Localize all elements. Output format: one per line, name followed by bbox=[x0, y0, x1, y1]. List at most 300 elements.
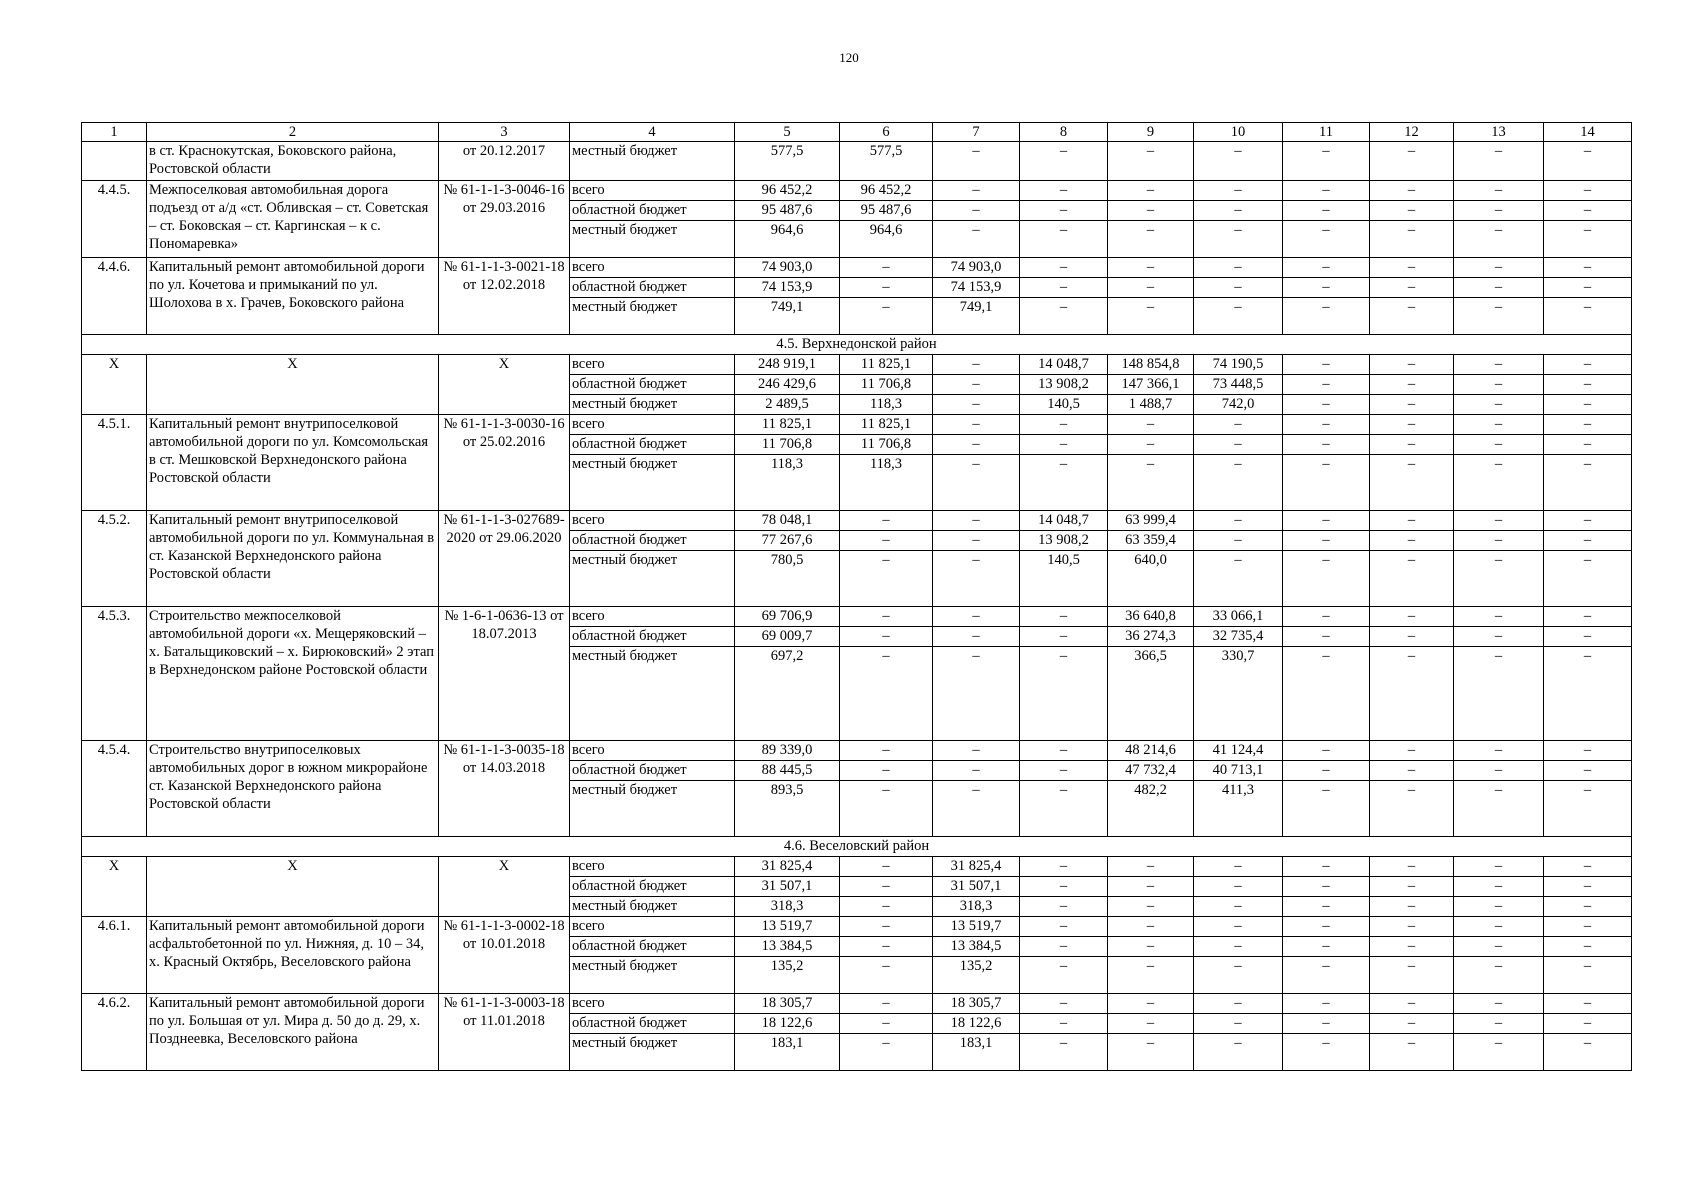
value-cell: – bbox=[1544, 857, 1631, 877]
value-cell: – bbox=[840, 627, 932, 647]
value-cell: – bbox=[1146, 299, 1155, 315]
funding-source-label: местный бюджет bbox=[572, 958, 678, 974]
value-cell: – bbox=[1370, 627, 1453, 647]
value-cell: – bbox=[1370, 877, 1453, 897]
value-col-13 bbox=[1454, 181, 1544, 258]
value-cell: 318,3 bbox=[770, 898, 804, 914]
value-cell: – bbox=[1494, 898, 1503, 914]
value-cell: – bbox=[1234, 958, 1242, 974]
value-cell: – bbox=[1544, 741, 1631, 761]
value-cell: – bbox=[1020, 181, 1107, 201]
value-col-8 bbox=[1020, 741, 1108, 837]
value-col-9 bbox=[1108, 142, 1194, 181]
value-cell: 742,0 bbox=[1221, 396, 1255, 412]
value-cell: – bbox=[1544, 627, 1631, 647]
value-col-7 bbox=[933, 142, 1020, 181]
value-col-12 bbox=[1370, 415, 1454, 511]
value-cell: – bbox=[1108, 1014, 1193, 1034]
value-cell: – bbox=[1059, 222, 1068, 238]
document-ref: № 61-1-1-3-0030-16 от 25.02.2016 bbox=[439, 415, 570, 511]
value-cell: 135,2 bbox=[770, 958, 804, 974]
value-cell: 14 048,7 bbox=[1020, 511, 1107, 531]
value-col-10 bbox=[1194, 857, 1283, 917]
value-cell: – bbox=[1370, 511, 1453, 531]
value-cell: – bbox=[1454, 258, 1543, 278]
value-col-7 bbox=[933, 181, 1020, 258]
value-cell: – bbox=[1454, 531, 1543, 551]
value-cell: – bbox=[840, 857, 932, 877]
value-cell: 780,5 bbox=[770, 552, 804, 568]
value-cell: – bbox=[1544, 201, 1631, 221]
value-cell: – bbox=[1146, 143, 1155, 159]
value-cell: – bbox=[1370, 258, 1453, 278]
budget-table bbox=[81, 122, 1632, 1071]
value-cell: 140,5 bbox=[1047, 396, 1080, 412]
value-cell: – bbox=[1020, 857, 1107, 877]
value-cell: 318,3 bbox=[959, 898, 993, 914]
value-col-12 bbox=[1370, 511, 1454, 607]
value-cell: – bbox=[1194, 435, 1282, 455]
funding-source-label: областной бюджет bbox=[570, 435, 734, 455]
value-col-9 bbox=[1108, 994, 1194, 1071]
funding-source bbox=[570, 511, 735, 607]
value-cell: – bbox=[1407, 396, 1416, 412]
funding-source-label: местный бюджет bbox=[572, 898, 678, 914]
value-col-9 bbox=[1108, 415, 1194, 511]
table-row bbox=[82, 917, 1632, 994]
value-cell: – bbox=[1544, 355, 1631, 375]
funding-source-label: всего bbox=[570, 857, 734, 877]
value-cell: – bbox=[933, 415, 1019, 435]
value-cell: 411,3 bbox=[1221, 782, 1255, 798]
value-cell: – bbox=[1370, 181, 1453, 201]
value-cell: – bbox=[840, 761, 932, 781]
value-cell: 11 706,8 bbox=[840, 435, 932, 455]
value-col-5 bbox=[735, 607, 840, 741]
object-name: Капитальный ремонт автомобильной дороги асфальтобетонной по ул. Нижняя, д. 10 – 34, х. Красный Октябрь, Веселовского района bbox=[147, 917, 439, 994]
value-cell: – bbox=[972, 222, 980, 238]
value-cell: – bbox=[1370, 857, 1453, 877]
value-cell: – bbox=[1283, 375, 1369, 395]
value-cell: – bbox=[1370, 937, 1453, 957]
funding-source-label: областной бюджет bbox=[570, 627, 734, 647]
value-cell: – bbox=[1454, 435, 1543, 455]
value-cell: – bbox=[1544, 761, 1631, 781]
funding-source bbox=[570, 857, 735, 917]
value-cell: – bbox=[1194, 994, 1282, 1014]
value-cell: – bbox=[1407, 143, 1416, 159]
value-col-13 bbox=[1454, 415, 1544, 511]
value-cell: – bbox=[972, 456, 980, 472]
value-cell: – bbox=[882, 1035, 890, 1051]
value-cell: – bbox=[1370, 278, 1453, 298]
value-col-13 bbox=[1454, 994, 1544, 1071]
section-row bbox=[82, 837, 1632, 857]
value-cell: – bbox=[933, 511, 1019, 531]
value-col-6 bbox=[840, 355, 933, 415]
value-cell: – bbox=[1494, 143, 1503, 159]
value-cell: – bbox=[972, 396, 980, 412]
value-cell: – bbox=[882, 958, 890, 974]
value-cell: 14 048,7 bbox=[1020, 355, 1107, 375]
value-cell: – bbox=[972, 648, 980, 664]
funding-source-label: местный бюджет bbox=[572, 648, 678, 664]
value-cell: – bbox=[1194, 1014, 1282, 1034]
item-number: 4.4.5. bbox=[82, 181, 147, 258]
value-cell: 31 507,1 bbox=[735, 877, 839, 897]
value-cell: – bbox=[1454, 511, 1543, 531]
value-cell: – bbox=[1454, 937, 1543, 957]
value-cell: – bbox=[972, 782, 980, 798]
value-cell: – bbox=[1234, 552, 1242, 568]
value-cell: 893,5 bbox=[770, 782, 804, 798]
value-cell: – bbox=[1370, 994, 1453, 1014]
funding-source-label: всего bbox=[570, 741, 734, 761]
value-cell: – bbox=[1494, 552, 1503, 568]
funding-source bbox=[570, 917, 735, 994]
value-cell: 248 919,1 bbox=[735, 355, 839, 375]
value-col-13 bbox=[1454, 857, 1544, 917]
value-cell: – bbox=[1544, 415, 1631, 435]
value-col-11 bbox=[1283, 857, 1370, 917]
value-col-11 bbox=[1283, 258, 1370, 335]
document-ref: № 61-1-1-3-0021-18 от 12.02.2018 bbox=[439, 258, 570, 335]
value-cell: – bbox=[1544, 1014, 1631, 1034]
value-cell: – bbox=[1059, 898, 1068, 914]
value-col-10 bbox=[1194, 415, 1283, 511]
value-cell: – bbox=[1494, 958, 1503, 974]
value-cell: – bbox=[840, 937, 932, 957]
funding-source-label: местный бюджет bbox=[572, 396, 678, 412]
funding-source bbox=[570, 415, 735, 511]
object-name: Строительство внутрипоселковых автомобильных дорог в южном микрорайоне ст. Казанской Верхнедонского района Ростовской области bbox=[147, 741, 439, 837]
value-col-6 bbox=[840, 511, 933, 607]
value-cell: – bbox=[1108, 435, 1193, 455]
value-cell: 18 305,7 bbox=[933, 994, 1019, 1014]
value-cell: 2 489,5 bbox=[765, 396, 809, 412]
value-cell: 11 706,8 bbox=[840, 375, 932, 395]
value-col-14 bbox=[1544, 181, 1632, 258]
value-cell: 135,2 bbox=[959, 958, 993, 974]
value-cell: – bbox=[1146, 222, 1155, 238]
document-ref: № 61-1-1-3-027689-2020 от 29.06.2020 bbox=[439, 511, 570, 607]
value-cell: – bbox=[1494, 299, 1503, 315]
value-cell: – bbox=[1234, 898, 1242, 914]
value-cell: – bbox=[1494, 1035, 1503, 1051]
document-ref: № 61-1-1-3-0035-18 от 14.03.2018 bbox=[439, 741, 570, 837]
value-cell: – bbox=[1454, 761, 1543, 781]
value-cell: – bbox=[1283, 278, 1369, 298]
value-col-9 bbox=[1108, 258, 1194, 335]
value-cell: – bbox=[840, 531, 932, 551]
column-number-14: 14 bbox=[1544, 123, 1632, 142]
document-ref: № 61-1-1-3-0046-16 от 29.03.2016 bbox=[439, 181, 570, 258]
value-col-13 bbox=[1454, 355, 1544, 415]
funding-source-label: областной бюджет bbox=[570, 1014, 734, 1034]
funding-source-label: областной бюджет bbox=[570, 937, 734, 957]
value-col-8 bbox=[1020, 857, 1108, 917]
value-cell: 73 448,5 bbox=[1194, 375, 1282, 395]
value-cell: – bbox=[933, 741, 1019, 761]
value-cell: – bbox=[840, 1014, 932, 1034]
value-cell: – bbox=[1407, 648, 1416, 664]
value-cell: – bbox=[1020, 278, 1107, 298]
value-cell: 183,1 bbox=[959, 1035, 993, 1051]
value-cell: 18 305,7 bbox=[735, 994, 839, 1014]
value-cell: – bbox=[1283, 531, 1369, 551]
total-row bbox=[82, 857, 1632, 917]
value-cell: – bbox=[1370, 355, 1453, 375]
value-cell: 640,0 bbox=[1134, 552, 1167, 568]
table-row bbox=[82, 181, 1632, 258]
value-cell: – bbox=[1322, 648, 1330, 664]
value-cell: – bbox=[1283, 937, 1369, 957]
value-cell: – bbox=[882, 898, 890, 914]
value-cell: – bbox=[1146, 898, 1155, 914]
value-cell: – bbox=[1544, 511, 1631, 531]
table-row bbox=[82, 511, 1632, 607]
value-cell: 366,5 bbox=[1134, 648, 1167, 664]
value-cell: – bbox=[840, 917, 932, 937]
value-col-10 bbox=[1194, 741, 1283, 837]
value-col-13 bbox=[1454, 607, 1544, 741]
item-number: 4.5.1. bbox=[82, 415, 147, 511]
value-cell: – bbox=[933, 531, 1019, 551]
value-col-11 bbox=[1283, 607, 1370, 741]
document-ref: Х bbox=[439, 355, 570, 415]
column-number-2: 2 bbox=[147, 123, 439, 142]
value-col-6 bbox=[840, 181, 933, 258]
value-col-8 bbox=[1020, 258, 1108, 335]
value-cell: 78 048,1 bbox=[735, 511, 839, 531]
section-row bbox=[82, 335, 1632, 355]
value-cell: – bbox=[1283, 917, 1369, 937]
table-row bbox=[82, 741, 1632, 837]
value-col-8 bbox=[1020, 917, 1108, 994]
value-cell: 96 452,2 bbox=[840, 181, 932, 201]
value-cell: 74 153,9 bbox=[933, 278, 1019, 298]
value-cell: – bbox=[1283, 1014, 1369, 1034]
value-col-6 bbox=[840, 857, 933, 917]
column-number-10: 10 bbox=[1194, 123, 1283, 142]
value-cell: – bbox=[1283, 355, 1369, 375]
value-cell: – bbox=[1370, 607, 1453, 627]
value-cell: – bbox=[1108, 877, 1193, 897]
value-cell: – bbox=[1020, 607, 1107, 627]
value-cell: – bbox=[1370, 741, 1453, 761]
funding-source-label: всего bbox=[570, 181, 734, 201]
value-cell: – bbox=[1583, 648, 1592, 664]
value-cell: 964,6 bbox=[869, 222, 903, 238]
value-cell: – bbox=[972, 552, 980, 568]
item-number: Х bbox=[82, 355, 147, 415]
value-cell: – bbox=[1544, 877, 1631, 897]
value-cell: – bbox=[1494, 456, 1503, 472]
value-col-10 bbox=[1194, 181, 1283, 258]
value-cell: 118,3 bbox=[770, 456, 804, 472]
value-col-9 bbox=[1108, 181, 1194, 258]
value-cell: – bbox=[1544, 937, 1631, 957]
value-cell: – bbox=[1020, 917, 1107, 937]
value-col-12 bbox=[1370, 741, 1454, 837]
value-col-14 bbox=[1544, 511, 1632, 607]
value-cell: – bbox=[1194, 877, 1282, 897]
value-cell: 74 190,5 bbox=[1194, 355, 1282, 375]
value-cell: – bbox=[1322, 958, 1330, 974]
value-col-14 bbox=[1544, 415, 1632, 511]
funding-source bbox=[570, 181, 735, 258]
value-cell: 11 825,1 bbox=[840, 415, 932, 435]
value-col-13 bbox=[1454, 741, 1544, 837]
value-col-14 bbox=[1544, 857, 1632, 917]
value-cell: – bbox=[840, 994, 932, 1014]
value-col-6 bbox=[840, 917, 933, 994]
value-cell: – bbox=[1370, 375, 1453, 395]
value-cell: 577,5 bbox=[770, 143, 804, 159]
value-cell: – bbox=[1108, 181, 1193, 201]
value-cell: – bbox=[1108, 937, 1193, 957]
value-cell: – bbox=[882, 782, 890, 798]
value-cell: 48 214,6 bbox=[1108, 741, 1193, 761]
value-cell: – bbox=[1494, 396, 1503, 412]
column-number-4: 4 bbox=[570, 123, 735, 142]
value-cell: – bbox=[1020, 761, 1107, 781]
value-cell: – bbox=[1407, 958, 1416, 974]
value-cell: – bbox=[1494, 782, 1503, 798]
value-cell: – bbox=[1194, 201, 1282, 221]
document-ref: № 61-1-1-3-0003-18 от 11.01.2018 bbox=[439, 994, 570, 1071]
value-cell: 88 445,5 bbox=[735, 761, 839, 781]
value-cell: – bbox=[1283, 857, 1369, 877]
value-col-7 bbox=[933, 258, 1020, 335]
object-name: Капитальный ремонт автомобильной дороги по ул. Кочетова и примыканий по ул. Шолохова в х. Грачев, Боковского района bbox=[147, 258, 439, 335]
value-cell: – bbox=[1283, 435, 1369, 455]
value-col-11 bbox=[1283, 355, 1370, 415]
column-number-11: 11 bbox=[1283, 123, 1370, 142]
value-cell: – bbox=[1407, 552, 1416, 568]
value-cell: – bbox=[1494, 222, 1503, 238]
funding-source-label: областной бюджет bbox=[570, 877, 734, 897]
value-cell: – bbox=[1020, 258, 1107, 278]
value-col-7 bbox=[933, 994, 1020, 1071]
funding-source bbox=[570, 355, 735, 415]
value-cell: – bbox=[1370, 1014, 1453, 1034]
value-col-9 bbox=[1108, 355, 1194, 415]
value-cell: – bbox=[1454, 607, 1543, 627]
value-cell: – bbox=[1322, 222, 1330, 238]
value-cell: – bbox=[1059, 648, 1068, 664]
value-cell: 13 519,7 bbox=[735, 917, 839, 937]
value-col-13 bbox=[1454, 142, 1544, 181]
value-cell: – bbox=[933, 201, 1019, 221]
value-cell: 31 825,4 bbox=[933, 857, 1019, 877]
value-cell: – bbox=[1322, 299, 1330, 315]
value-cell: 31 507,1 bbox=[933, 877, 1019, 897]
value-cell: 1 488,7 bbox=[1128, 396, 1173, 412]
value-cell: – bbox=[1283, 181, 1369, 201]
value-col-9 bbox=[1108, 607, 1194, 741]
value-cell: 11 706,8 bbox=[735, 435, 839, 455]
value-cell: 13 384,5 bbox=[933, 937, 1019, 957]
value-col-10 bbox=[1194, 258, 1283, 335]
value-cell: – bbox=[840, 741, 932, 761]
object-name: Капитальный ремонт внутрипоселковой автомобильной дороги по ул. Коммунальная в ст. Казанской Верхнедонского района Ростовской области bbox=[147, 511, 439, 607]
value-cell: – bbox=[1544, 435, 1631, 455]
column-number-3: 3 bbox=[439, 123, 570, 142]
value-cell: – bbox=[1322, 552, 1330, 568]
value-cell: 95 487,6 bbox=[840, 201, 932, 221]
value-cell: – bbox=[1020, 1014, 1107, 1034]
value-col-11 bbox=[1283, 181, 1370, 258]
value-cell: – bbox=[1583, 299, 1592, 315]
value-cell: 63 999,4 bbox=[1108, 511, 1193, 531]
value-cell: – bbox=[1234, 1035, 1242, 1051]
value-cell: 18 122,6 bbox=[933, 1014, 1019, 1034]
value-cell: – bbox=[1108, 857, 1193, 877]
value-cell: 74 903,0 bbox=[735, 258, 839, 278]
value-cell: – bbox=[1234, 222, 1242, 238]
value-cell: 13 384,5 bbox=[735, 937, 839, 957]
value-cell: 118,3 bbox=[869, 456, 903, 472]
value-cell: – bbox=[1370, 761, 1453, 781]
object-name: Капитальный ремонт автомобильной дороги по ул. Большая от ул. Мира д. 50 до д. 29, х. Позднеевка, Веселовского района bbox=[147, 994, 439, 1071]
value-col-14 bbox=[1544, 607, 1632, 741]
value-cell: 69 009,7 bbox=[735, 627, 839, 647]
value-col-5 bbox=[735, 142, 840, 181]
funding-source-label: местный бюджет bbox=[572, 143, 678, 159]
value-cell: 74 153,9 bbox=[735, 278, 839, 298]
value-cell: 31 825,4 bbox=[735, 857, 839, 877]
value-cell: – bbox=[1283, 201, 1369, 221]
value-cell: – bbox=[1370, 415, 1453, 435]
value-cell: – bbox=[1583, 456, 1592, 472]
value-col-11 bbox=[1283, 142, 1370, 181]
value-cell: 482,2 bbox=[1134, 782, 1167, 798]
column-number-8: 8 bbox=[1020, 123, 1108, 142]
value-cell: 749,1 bbox=[770, 299, 804, 315]
value-col-8 bbox=[1020, 607, 1108, 741]
value-cell: – bbox=[1020, 201, 1107, 221]
value-cell: – bbox=[1454, 278, 1543, 298]
value-col-8 bbox=[1020, 142, 1108, 181]
value-cell: – bbox=[933, 435, 1019, 455]
value-cell: – bbox=[1454, 917, 1543, 937]
value-cell: 11 825,1 bbox=[840, 355, 932, 375]
value-cell: – bbox=[1407, 456, 1416, 472]
value-cell: 118,3 bbox=[869, 396, 903, 412]
value-col-6 bbox=[840, 258, 933, 335]
value-cell: – bbox=[1194, 415, 1282, 435]
object-name: Х bbox=[147, 355, 439, 415]
value-cell: – bbox=[1454, 857, 1543, 877]
value-cell: – bbox=[1059, 143, 1068, 159]
value-col-11 bbox=[1283, 917, 1370, 994]
value-cell: – bbox=[1194, 937, 1282, 957]
value-cell: 577,5 bbox=[869, 143, 903, 159]
funding-source-label: областной бюджет bbox=[570, 201, 734, 221]
value-cell: – bbox=[1454, 741, 1543, 761]
funding-source bbox=[570, 994, 735, 1071]
column-number-13: 13 bbox=[1454, 123, 1544, 142]
value-col-10 bbox=[1194, 607, 1283, 741]
value-cell: – bbox=[1407, 222, 1416, 238]
value-cell: – bbox=[1370, 531, 1453, 551]
section-title: 4.5. Верхнедонской район bbox=[82, 335, 1632, 355]
value-col-14 bbox=[1544, 994, 1632, 1071]
value-cell: – bbox=[1059, 299, 1068, 315]
value-cell: 36 274,3 bbox=[1108, 627, 1193, 647]
value-cell: – bbox=[1544, 607, 1631, 627]
